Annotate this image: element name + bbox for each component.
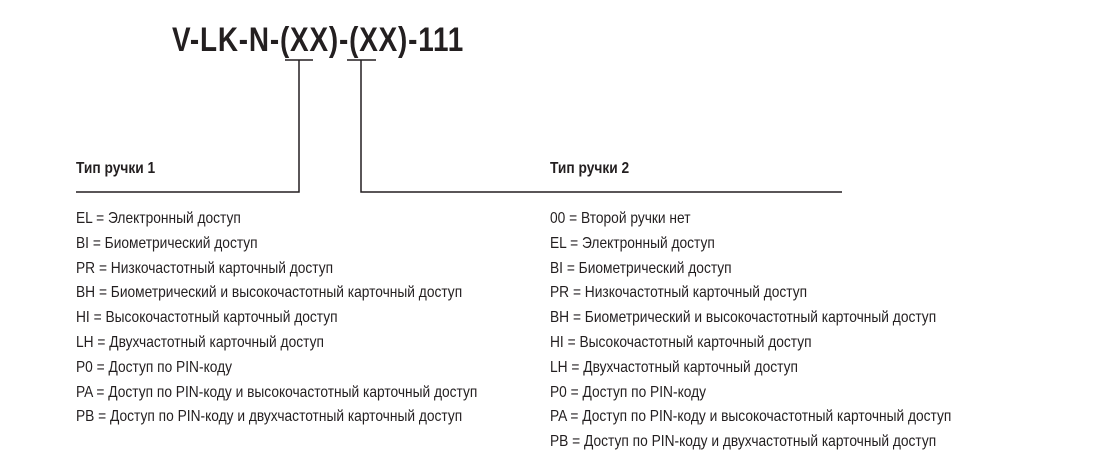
handle2-options-list (550, 207, 1017, 455)
handle2-option: PR = Низкочастотный карточный доступ (550, 284, 808, 302)
handle1-option: BI = Биометрический доступ (76, 234, 258, 252)
handle1-option: HI = Высокочастотный карточный доступ (76, 309, 338, 327)
handle1-heading: Тип ручки 1 (76, 160, 156, 177)
product-code-title: V-LK-N-(XX)-(XX)-111 (172, 21, 465, 59)
handle1-option: PB = Доступ по PIN-коду и двухчастотный карточный доступ (76, 408, 463, 426)
handle1-option: BH = Биометрический и высокочастотный карточный доступ (76, 284, 463, 302)
handle1-option: EL = Электронный доступ (76, 210, 241, 227)
handle1-option: LH = Двухчастотный карточный доступ (76, 333, 324, 351)
handle2-option: HI = Высокочастотный карточный доступ (550, 333, 812, 351)
handle2-option: LH = Двухчастотный карточный доступ (550, 358, 798, 376)
handle2-heading: Тип ручки 2 (550, 160, 630, 177)
handle2-option: 00 = Второй ручки нет (550, 210, 691, 227)
handle1-option: P0 = Доступ по PIN-коду (76, 358, 233, 376)
handle1-option: PA = Доступ по PIN-коду и высокочастотный карточный доступ (76, 383, 478, 401)
handle2-option: PA = Доступ по PIN-коду и высокочастотный карточный доступ (550, 408, 952, 426)
handle2-option: BH = Биометрический и высокочастотный карточный доступ (550, 309, 937, 327)
handle2-option: PB = Доступ по PIN-коду и двухчастотный карточный доступ (550, 433, 937, 451)
handle2-option: P0 = Доступ по PIN-коду (550, 383, 707, 401)
handle2-option: BI = Биометрический доступ (550, 259, 732, 277)
handle1-option: PR = Низкочастотный карточный доступ (76, 259, 334, 277)
handle2-option: EL = Электронный доступ (550, 234, 715, 252)
handle1-options-list (76, 207, 543, 430)
